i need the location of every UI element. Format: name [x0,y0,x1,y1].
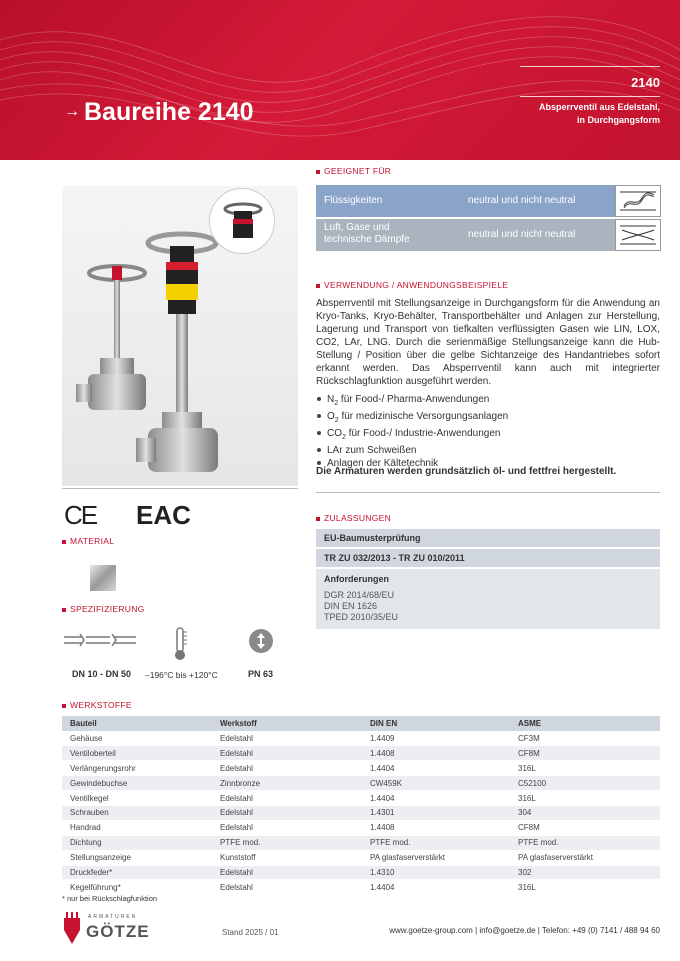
series-subtitle-2: in Durchgangsform [576,115,660,125]
table-header: Bauteil [62,716,212,731]
series-subtitle-1: Absperrventil aus Edelstahl, [538,102,660,112]
divider [62,488,298,489]
section-approvals-text: ZULASSUNGEN [324,513,392,523]
suitable-row-gases [316,219,661,251]
table-row: Gehäuse Edelstahl 1.4409 CF3M [62,731,660,746]
requirement-item: DIN EN 1626 [324,601,378,611]
approval-row: EU-Baumusterprüfung [316,529,660,547]
usage-description: Absperrventil mit Stellungsanzeige in Durchgangsform für die Anwendung an Kryo-Tanks, Kryo-Behälter, Transportbehälter und Anlagen zur Herstellung, Lagerung und Transport von tiefkalten verflüssigten Gasen wie LIN, LOX, CO2, LAr, LNG. Durch die serienmäßige Stellungsanzeige kann die Hub-Stellung / Position über die gelbe Sichtanzeige des Handantriebes sofort erkannt werden. Das Absperrventil kann auch mit integrierter Rückschlagfunktion ausgeführt werden. [316,298,660,387]
section-usage [316,280,508,290]
section-suitable-text: GEEIGNET FÜR [324,166,392,176]
goetze-logo [62,912,162,948]
requirement-item: TPED 2010/35/EU [324,612,399,622]
header-rule-bottom [520,96,660,97]
spec-size: DN 10 - DN 50 [72,669,132,679]
header-banner [0,0,680,160]
series-number: 2140 [631,75,660,90]
page-title [64,98,254,127]
table-row: Handrad Edelstahl 1.4408 CF8M [62,820,660,835]
suitable-label: Flüssigkeiten [324,195,383,206]
section-marker [316,517,320,521]
table-footnote: * nur bei Rückschlagfunktion [62,894,158,903]
table-row: Stellungsanzeige Kunststoff PA glasfaserverstärkt PA glasfaserverstärkt [62,850,660,865]
table-row: Schrauben Edelstahl 1.4301 304 [62,805,660,820]
section-approvals [316,513,391,523]
section-specification-text: SPEZIFIZIERUNG [70,604,145,614]
section-suitable [316,166,391,176]
requirement-item: DGR 2014/68/EU [324,590,395,600]
oil-free-note: Die Armaturen werden grundsätzlich öl- und fettfrei hergestellt. [316,466,617,477]
logo-tagline: ARMATUREN [88,914,138,920]
approval-row: TR ZU 032/2013 - TR ZU 010/2011 [316,549,660,567]
thermometer-icon [170,626,190,662]
table-header: ASME [510,716,660,731]
section-materials-table [62,700,132,710]
list-item: $O_2$ für medizinische Versorgungsanlagen [316,410,660,427]
table-row: Verlängerungsrohr Edelstahl 1.4404 316L [62,761,660,776]
section-marker [62,608,66,612]
logo-name: GÖTZE [86,922,150,941]
section-specification [62,604,145,614]
pipe-connection-icon [62,630,138,650]
table-header: Werkstoff [212,716,362,731]
table-row: Ventiloberteil Edelstahl 1.4408 CF8M [62,746,660,761]
product-detail-inset [209,188,275,254]
usage-bullets [316,393,660,470]
list-item: $CO_2$ für Food-/ Industrie-Anwendungen [316,427,660,444]
logo-shield-icon [62,912,82,946]
page-title-text: Baureihe 2140 [84,98,254,126]
table-row: Dichtung PTFE mod. PTFE mod. PTFE mod. [62,835,660,850]
table-row: Druckfeder* Edelstahl 1.4310 302 [62,865,660,880]
section-material-text: MATERIAL [70,536,115,546]
section-materials-table-text: WERKSTOFFE [70,700,132,710]
section-material [62,536,114,546]
section-usage-text: VERWENDUNG / ANWENDUNGSBEISPIELE [324,280,509,290]
requirements-heading: Anforderungen [324,574,389,584]
table-header-row [62,716,660,731]
suitable-row-liquids [316,185,661,217]
table-row: Kegelführung* Edelstahl 1.4404 316L [62,880,660,895]
liquid-icon [615,185,661,217]
pressure-icon [248,628,274,654]
list-item: $N_2$ für Food-/ Pharma-Anwendungen [316,393,660,410]
spec-pressure: PN 63 [248,669,274,679]
header-series-box [520,66,660,127]
suitable-value: neutral und nicht neutral [468,195,576,206]
eac-mark: EAC [136,500,191,530]
section-marker [316,170,320,174]
section-marker [62,540,66,544]
arrow-right-icon: → [64,103,80,120]
suitable-label: Luft, Gase und technische Dämpfe [324,222,410,245]
stainless-steel-swatch [90,565,116,591]
spec-temperature: –196°C bis +120°C [145,670,218,680]
materials-table [62,716,660,895]
handwheel-detail [210,189,276,255]
requirements-box [316,569,660,629]
section-marker [316,284,320,288]
document-date: Stand 2025 / 01 [222,928,279,937]
table-row: Gewindebuchse Zinnbronze CW459K C52100 [62,776,660,791]
header-rule-top [520,66,660,67]
gas-icon [615,219,661,251]
table-row: Ventilkegel Edelstahl 1.4404 316L [62,791,660,806]
suitable-value: neutral und nicht neutral [468,229,576,240]
list-item: Anlagen der Kältetechnik [316,457,660,470]
list-item: LAr zum Schweißen [316,444,660,457]
section-marker [62,704,66,708]
contact-info: www.goetze-group.com | info@goetze.de | Telefon: +49 (0) 7141 / 488 94 60 [389,926,660,935]
table-header: DIN EN [362,716,510,731]
ce-mark: CE [64,500,97,530]
divider [316,492,660,493]
